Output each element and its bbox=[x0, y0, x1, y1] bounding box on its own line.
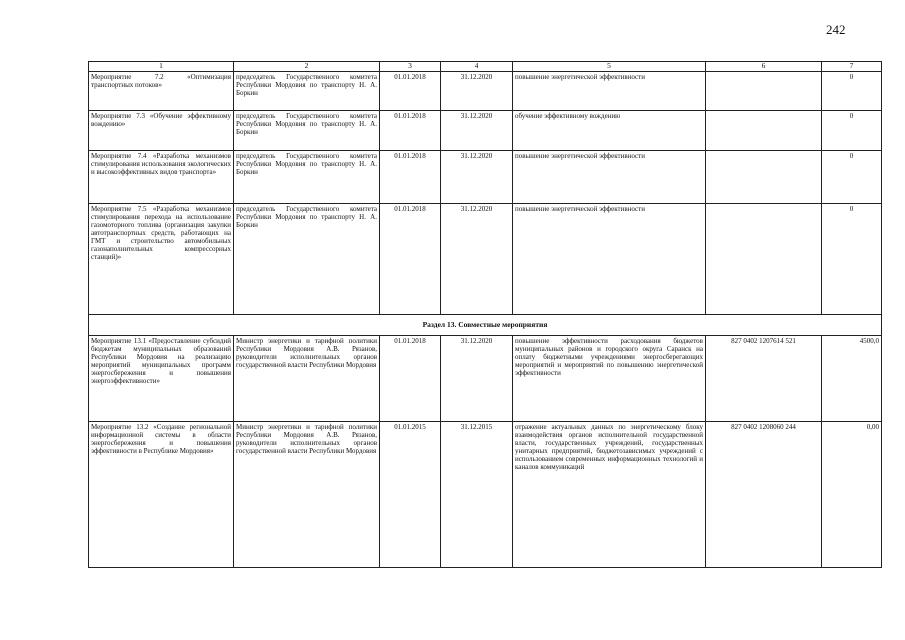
column-number: 4 bbox=[441, 62, 513, 72]
table-row bbox=[89, 72, 882, 111]
responsible-person: председатель Государственного комитета Республики Мордовия по транспорту Н. А. Боркин bbox=[234, 150, 380, 203]
expected-result: повышение энергетической эффективности bbox=[513, 72, 706, 111]
program-events-table bbox=[88, 61, 882, 568]
column-number: 2 bbox=[234, 62, 380, 72]
responsible-person: Министр энергетики и тарифной политики Республики Мордовия А.В. Рязанов, руководители исполнительных органов государственной власти Республики Мордовия bbox=[234, 421, 380, 567]
table-row bbox=[89, 150, 882, 203]
table-row bbox=[89, 204, 882, 315]
expected-result: обучение эффективному вождению bbox=[513, 111, 706, 151]
budget-code bbox=[706, 72, 822, 111]
event-name: Мероприятие 7.4 «Разработка механизмов стимулирования использования экологических и высокоэффективных видов транспорта» bbox=[89, 150, 234, 203]
end-date: 31.12.2020 bbox=[441, 335, 513, 421]
start-date: 01.01.2018 bbox=[380, 204, 441, 315]
table-row bbox=[89, 335, 882, 421]
column-number: 5 bbox=[513, 62, 706, 72]
expected-result: повышение энергетической эффективности bbox=[513, 150, 706, 203]
start-date: 01.01.2018 bbox=[380, 111, 441, 151]
column-number: 1 bbox=[89, 62, 234, 72]
section-row bbox=[89, 315, 882, 335]
expected-result: повышение эффективности расходования бюджетов муниципальных районов и городского округа Саранск на оплату бюджетными учреждениями энергосберегающих мероприятий и мероприятий по повышению энергетической эффективности bbox=[513, 335, 706, 421]
end-date: 31.12.2020 bbox=[441, 72, 513, 111]
end-date: 31.12.2020 bbox=[441, 111, 513, 151]
column-number: 7 bbox=[822, 62, 882, 72]
event-name: Мероприятие 7.5 «Разработка механизмов стимулирования перехода на использование газомоторного топлива (организация закупки автотранспортных средств, работающих на ГМТ и строительство автомобильных газонаполнительных компрессорных станций)» bbox=[89, 204, 234, 315]
column-number: 3 bbox=[380, 62, 441, 72]
page-number: 242 bbox=[826, 22, 846, 37]
funding-amount: 0 bbox=[822, 204, 882, 315]
funding-amount: 0,00 bbox=[822, 421, 882, 567]
budget-code: 827 0402 1208060 244 bbox=[706, 421, 822, 567]
responsible-person: председатель Государственного комитета Республики Мордовия по транспорту Н. А. Боркин bbox=[234, 111, 380, 151]
budget-code bbox=[706, 111, 822, 151]
start-date: 01.01.2015 bbox=[380, 421, 441, 567]
expected-result: отражение актуальных данных по энергетическому блоку взаимодействия органов исполнительной государственной власти, государственных учреждений, государственных унитарных предприятий, бюджетозависимых учреждений с использованием современных информационных технологий и каналов коммуникаций bbox=[513, 421, 706, 567]
event-name: Мероприятие 13.2 «Создание региональной информационной системы в области энергосбережения и повышения эффективности в Республике Мордовия» bbox=[89, 421, 234, 567]
start-date: 01.01.2018 bbox=[380, 335, 441, 421]
funding-amount: 0 bbox=[822, 111, 882, 151]
table-row bbox=[89, 111, 882, 151]
start-date: 01.01.2018 bbox=[380, 72, 441, 111]
event-name: Мероприятие 13.1 «Предоставление субсидий бюджетам муниципальных образований Республики Мордовия на реализацию мероприятий муниципальных программ энергосбережения и повышения энергоэффективности» bbox=[89, 335, 234, 421]
funding-amount: 4500,0 bbox=[822, 335, 882, 421]
end-date: 31.12.2020 bbox=[441, 150, 513, 203]
budget-code: 827 0402 1207614 521 bbox=[706, 335, 822, 421]
event-name: Мероприятие 7.3 «Обучение эффективному вождению» bbox=[89, 111, 234, 151]
expected-result: повышение энергетической эффективности bbox=[513, 204, 706, 315]
event-name: Мероприятие 7.2 «Оптимизация транспортных потоков» bbox=[89, 72, 234, 111]
end-date: 31.12.2020 bbox=[441, 204, 513, 315]
section-title: Раздел 13. Совместные мероприятия bbox=[89, 315, 882, 335]
responsible-person: Министр энергетики и тарифной политики Республики Мордовия А.В. Рязанов, руководители исполнительных органов государственной власти Республики Мордовия bbox=[234, 335, 380, 421]
budget-code bbox=[706, 204, 822, 315]
funding-amount: 0 bbox=[822, 72, 882, 111]
start-date: 01.01.2018 bbox=[380, 150, 441, 203]
budget-code bbox=[706, 150, 822, 203]
funding-amount: 0 bbox=[822, 150, 882, 203]
responsible-person: председатель Государственного комитета Республики Мордовия по транспорту Н. А. Боркин bbox=[234, 72, 380, 111]
end-date: 31.12.2015 bbox=[441, 421, 513, 567]
responsible-person: председатель Государственного комитета Республики Мордовия по транспорту Н. А. Боркин bbox=[234, 204, 380, 315]
table-row bbox=[89, 421, 882, 567]
column-number-row bbox=[89, 62, 882, 72]
column-number: 6 bbox=[706, 62, 822, 72]
